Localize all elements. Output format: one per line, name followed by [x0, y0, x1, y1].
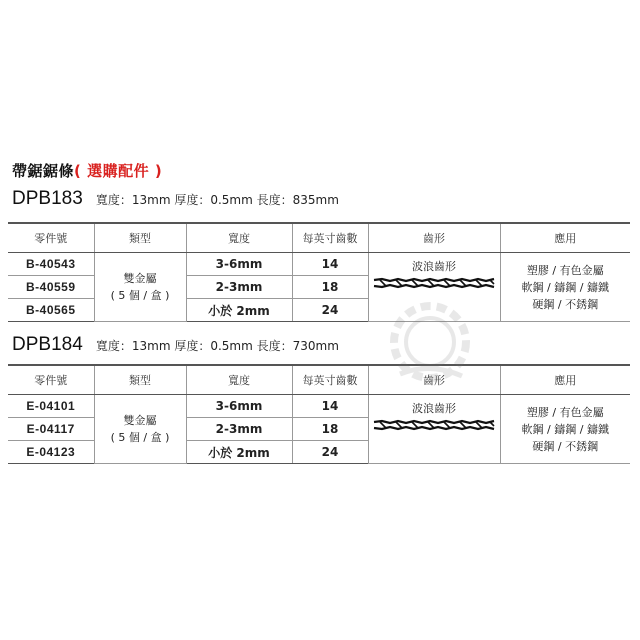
application-cell — [500, 395, 630, 464]
teeth-per-inch: 18 — [292, 418, 368, 441]
type-pack: ( 5 個 / 盒 ) — [110, 431, 170, 444]
application-line-2: 軟鋼 / 鑄鋼 / 鑄鐵 — [521, 422, 609, 436]
spec-table-2 — [8, 364, 630, 464]
col-header-use: 應用 — [500, 223, 630, 253]
teeth-form-label: 波浪齒形 — [412, 402, 456, 415]
type-cell — [94, 395, 186, 464]
col-header-tpi: 每英寸齒數 — [292, 365, 368, 395]
table-header-row — [8, 223, 630, 253]
teeth-per-inch: 14 — [292, 395, 368, 418]
model-spec-line-1 — [12, 188, 339, 210]
spec-table-1 — [8, 222, 630, 322]
part-number: E-04101 — [8, 395, 94, 418]
part-number: E-04123 — [8, 441, 94, 464]
application-line-2: 軟鋼 / 鑄鋼 / 鑄鐵 — [521, 280, 609, 294]
application-line-1: 塑膠 / 有色金屬 — [526, 405, 604, 419]
part-number: B-40565 — [8, 299, 94, 322]
col-header-use: 應用 — [500, 365, 630, 395]
wavy-teeth-blade-icon — [372, 418, 496, 432]
teeth-per-inch: 24 — [292, 299, 368, 322]
type-material: 雙金屬 — [123, 272, 157, 285]
application-line-3: 硬鋼 / 不銹鋼 — [532, 439, 599, 453]
blade-width: 小於 2mm — [186, 299, 292, 322]
model-number: DPB184 — [12, 334, 83, 355]
model-number: DPB183 — [12, 188, 83, 209]
application-cell — [500, 253, 630, 322]
application-line-1: 塑膠 / 有色金屬 — [526, 263, 604, 277]
type-material: 雙金屬 — [123, 414, 157, 427]
teeth-form-cell — [368, 395, 500, 464]
col-header-part: 零件號 — [8, 223, 94, 253]
teeth-per-inch: 14 — [292, 253, 368, 276]
application-line-3: 硬鋼 / 不銹鋼 — [532, 297, 599, 311]
col-header-teeth: 齒形 — [368, 223, 500, 253]
page-title — [12, 160, 162, 181]
teeth-form-label: 波浪齒形 — [412, 260, 456, 273]
title-main: 帶鋸鋸條 — [12, 162, 75, 180]
blade-width: 2-3mm — [186, 418, 292, 441]
blade-width: 2-3mm — [186, 276, 292, 299]
teeth-per-inch: 24 — [292, 441, 368, 464]
col-header-part: 零件號 — [8, 365, 94, 395]
model-spec-line-2 — [12, 334, 339, 356]
type-cell — [94, 253, 186, 322]
gear-logo-icon — [370, 292, 490, 392]
table-row — [8, 395, 630, 418]
title-accent: ( 選購配件 ) — [74, 162, 163, 180]
model-spec: 寬度：13mm 厚度：0.5mm 長度：835mm — [95, 193, 339, 207]
part-number: B-40559 — [8, 276, 94, 299]
col-header-teeth: 齒形 — [368, 365, 500, 395]
model-spec: 寬度：13mm 厚度：0.5mm 長度：730mm — [95, 339, 339, 353]
col-header-tpi: 每英寸齒數 — [292, 223, 368, 253]
col-header-type: 類型 — [94, 365, 186, 395]
col-header-width: 寬度 — [186, 365, 292, 395]
col-header-width: 寬度 — [186, 223, 292, 253]
type-pack: ( 5 個 / 盒 ) — [110, 289, 170, 302]
blade-width: 小於 2mm — [186, 441, 292, 464]
part-number: E-04117 — [8, 418, 94, 441]
col-header-type: 類型 — [94, 223, 186, 253]
table-row — [8, 253, 630, 276]
teeth-per-inch: 18 — [292, 276, 368, 299]
blade-width: 3-6mm — [186, 253, 292, 276]
part-number: B-40543 — [8, 253, 94, 276]
blade-width: 3-6mm — [186, 395, 292, 418]
wavy-teeth-blade-icon — [372, 276, 496, 290]
table-header-row — [8, 365, 630, 395]
